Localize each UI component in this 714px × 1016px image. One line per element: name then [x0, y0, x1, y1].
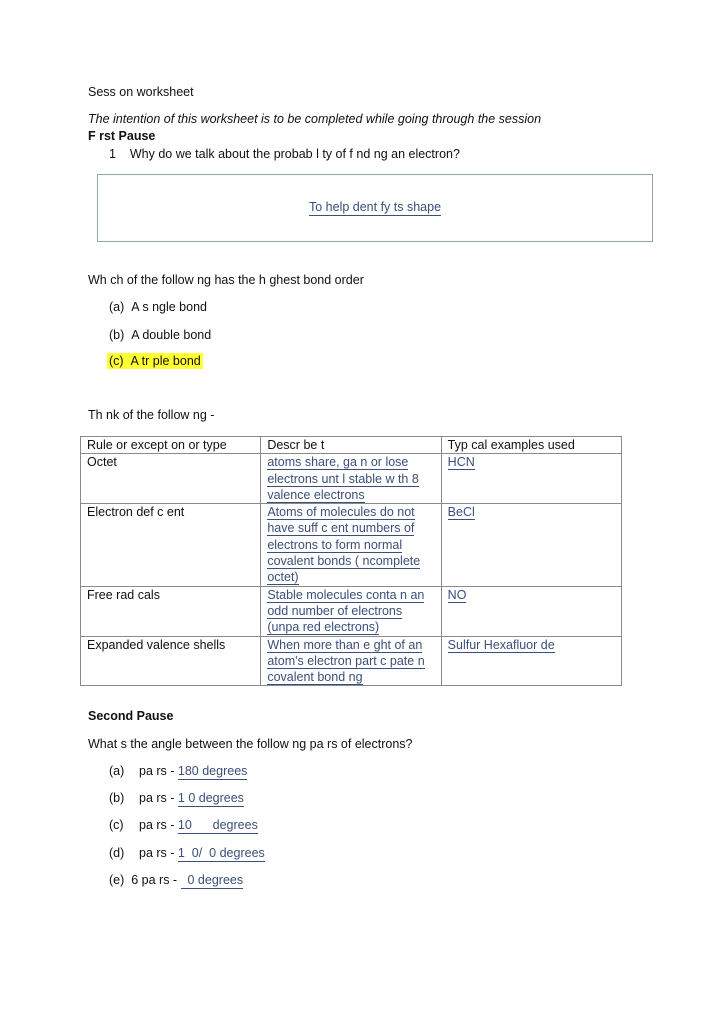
- angle-answer[interactable]: 1 0/ 0 degrees: [177, 846, 265, 860]
- option-a[interactable]: (a) A s ngle bond: [109, 300, 207, 314]
- angle-answer[interactable]: 1 0 degrees: [177, 791, 244, 805]
- desc-cell[interactable]: Atoms of molecules do not have suff c ent numbers of electrons to form normal covalent bonds ( ncomplete octet): [261, 504, 441, 586]
- desc-cell[interactable]: atoms share, ga n or lose electrons unt l stable w th 8 valence electrons: [261, 454, 441, 504]
- question-1-number: 1: [109, 147, 116, 161]
- angle-answer[interactable]: 10 degrees: [177, 818, 258, 832]
- header-cell: Descr be t: [261, 437, 441, 454]
- intro-text: The intention of this worksheet is to be completed while going through the session: [88, 112, 542, 126]
- answer-box-1[interactable]: [97, 174, 653, 242]
- question-1-text: Why do we talk about the probab l ty of f nd ng an electron?: [129, 147, 460, 161]
- option-b[interactable]: (b) A double bond: [109, 328, 212, 342]
- angle-item: (b) pa rs - 1 0 degrees: [109, 791, 244, 805]
- table-row: [81, 586, 622, 636]
- second-pause-question: What s the angle between the follow ng pa rs of electrons?: [88, 737, 413, 751]
- header-cell: Rule or except on or type: [81, 437, 261, 454]
- table-row: [81, 454, 622, 504]
- table-row: [81, 504, 622, 586]
- example-cell[interactable]: Sulfur Hexafluor de: [441, 636, 621, 686]
- type-cell: Octet: [81, 454, 261, 504]
- question-2-text: Wh ch of the follow ng has the h ghest bond order: [88, 273, 364, 287]
- angle-answer[interactable]: 180 degrees: [177, 764, 248, 778]
- angle-item: (d) pa rs - 1 0/ 0 degrees: [109, 846, 265, 860]
- type-cell: Electron def c ent: [81, 504, 261, 586]
- first-pause-heading: F rst Pause: [88, 129, 156, 143]
- option-c-highlighted[interactable]: (c) A tr ple bond: [109, 354, 201, 368]
- example-cell[interactable]: BeCl: [441, 504, 621, 586]
- question-3-text: Th nk of the follow ng -: [88, 408, 215, 422]
- table-header-row: [81, 437, 622, 454]
- desc-cell[interactable]: Stable molecules conta n an odd number of electrons (unpa red electrons): [261, 586, 441, 636]
- angle-item: (a) pa rs - 180 degrees: [109, 764, 248, 778]
- table-row: [81, 636, 622, 686]
- header-cell: Typ cal examples used: [441, 437, 621, 454]
- question-1: [109, 147, 460, 161]
- example-cell[interactable]: HCN: [441, 454, 621, 504]
- worksheet-title: Sess on worksheet: [88, 85, 194, 99]
- example-cell[interactable]: NO: [441, 586, 621, 636]
- desc-cell[interactable]: When more than e ght of an atom's electron part c pate n covalent bond ng: [261, 636, 441, 686]
- second-pause-heading: Second Pause: [88, 709, 174, 723]
- angle-item: (c) pa rs - 10 degrees: [109, 818, 258, 832]
- type-cell: Free rad cals: [81, 586, 261, 636]
- answer-1[interactable]: To help dent fy ts shape: [308, 200, 442, 214]
- angle-item: (e) 6 pa rs - 0 degrees: [109, 873, 244, 887]
- rules-table: [80, 436, 622, 686]
- type-cell: Expanded valence shells: [81, 636, 261, 686]
- angle-answer[interactable]: 0 degrees: [180, 873, 244, 887]
